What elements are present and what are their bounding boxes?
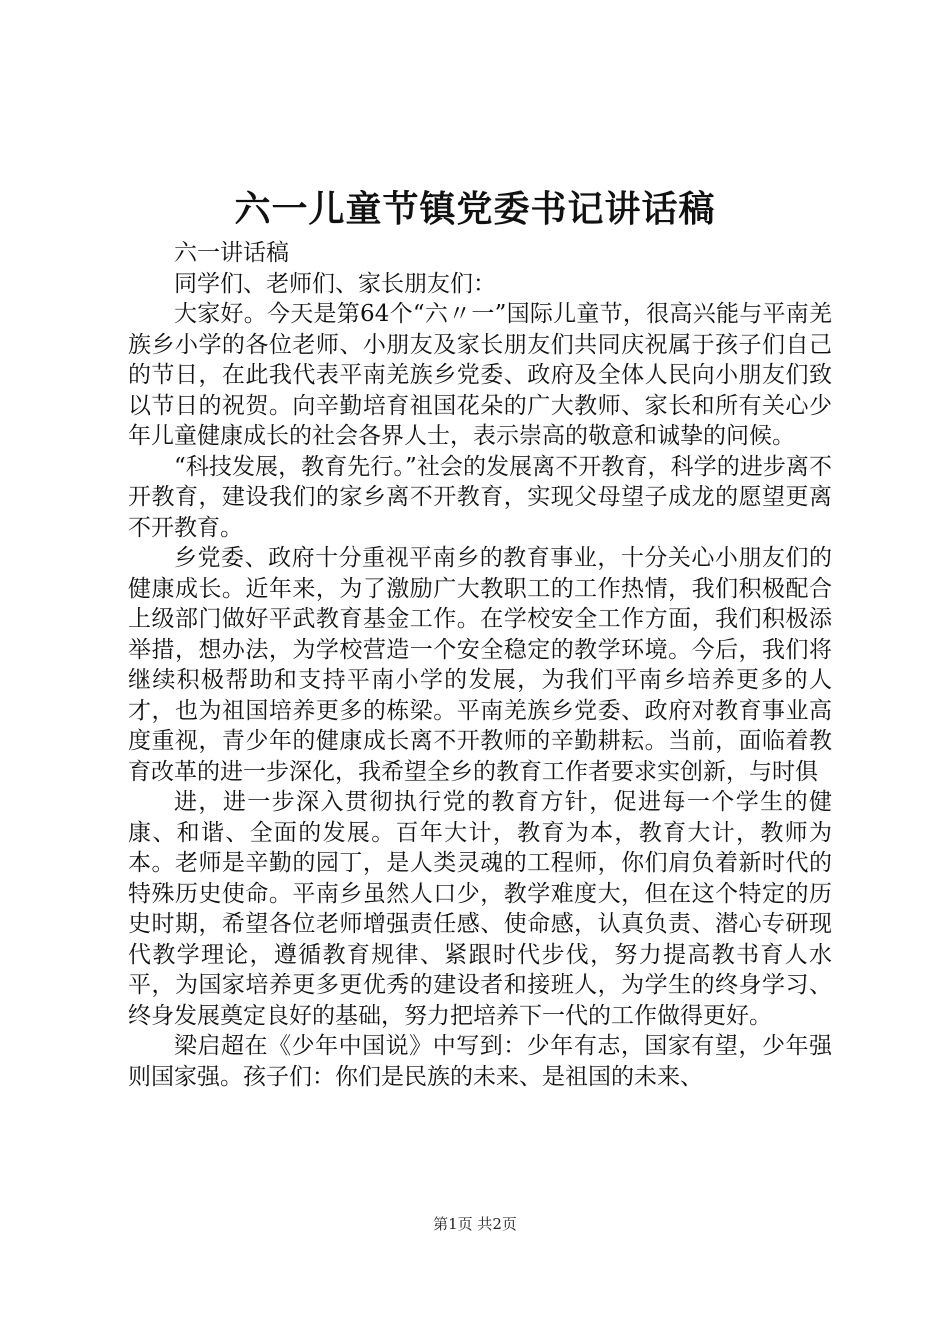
paragraph: “科技发展，教育先行。”社会的发展离不开教育，科学的进步离不开教育，建设我们的家乡离不开教育，实现父母望子成龙的愿望更离不开教育。 — [128, 453, 832, 541]
paragraph: 乡党委、政府十分重视平南乡的教育事业，十分关心小朋友们的健康成长。近年来，为了激励广大教职工的工作热情，我们积极配合上级部门做好平武教育基金工作。在学校安全工作方面，我们积极添举措，想办法，为学校营造一个安全稳定的教学环境。今后，我们将继续积极帮助和支持平南小学的发展，为我们平南乡培养更多的人才，也为祖国培养更多的栋梁。平南羌族乡党委、政府对教育事业高度重视，青少年的健康成长离不开教师的辛勤耕耘。当前，面临着教育改革的进一步深化，我希望全乡的教育工作者要求实创新，与时俱 — [128, 545, 832, 785]
paragraph: 进，进一步深入贯彻执行党的教育方针，促进每一个学生的健康、和谐、全面的发展。百年大计，教育为本，教育大计，教师为本。老师是辛勤的园丁，是人类灵魂的工程师，你们肩负着新时代的特殊历史使命。平南乡虽然人口少，教学难度大，但在这个特定的历史时期，希望各位老师增强责任感、使命感，认真负责、潜心专研现代教学理论，遵循教育规律、紧跟时代步伐，努力提高教书育人水平，为国家培养更多更优秀的建设者和接班人，为学生的终身学习、终身发展奠定良好的基础，努力把培养下一代的工作做得更好。 — [128, 789, 832, 1029]
paragraph: 六一讲话稿 — [174, 240, 289, 266]
paragraph: 同学们、老师们、家长朋友们： — [174, 270, 496, 297]
paragraph: 梁启超在《少年中国说》中写到：少年有志，国家有望，少年强则国家强。孩子们：你们是民族的未来、是祖国的未来、 — [128, 1033, 832, 1090]
document-title: 六一儿童节镇党委书记讲话稿 — [234, 188, 716, 230]
paragraph: 大家好。今天是第64个“六〃一”国际儿童节，很高兴能与平南羌族乡小学的各位老师、小朋友及家长朋友们共同庆祝属于孩子们自己的节日，在此我代表平南羌族乡党委、政府及全体人民向小朋友们致以节日的祝贺。向辛勤培育祖国花朵的广大教师、家长和所有关心少年儿童健康成长的社会各界人士，表示崇高的敬意和诚挚的问候。 — [128, 301, 832, 449]
document-body — [128, 238, 832, 1092]
page-footer: 第1页 共2页 — [433, 1215, 517, 1233]
